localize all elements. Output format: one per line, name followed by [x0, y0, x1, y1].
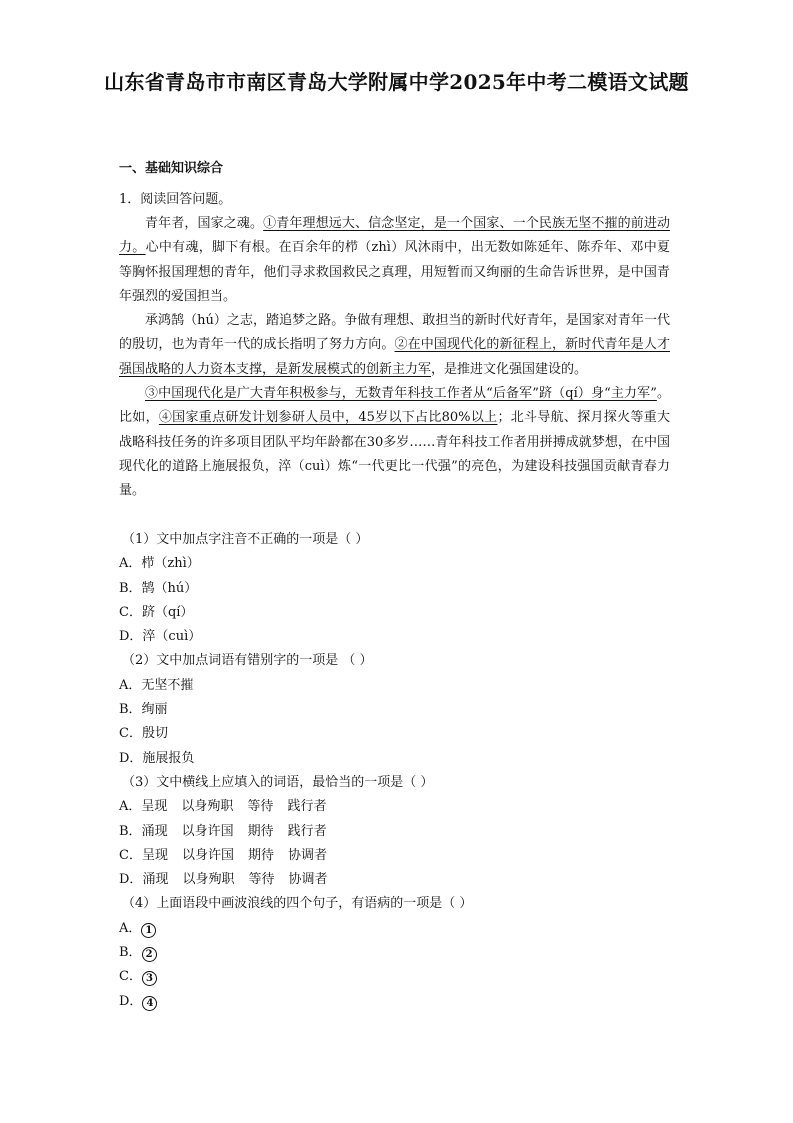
question-2-option-c: C．殷切 — [119, 726, 168, 742]
passage-paragraph-3 — [119, 382, 670, 503]
option-label: C． — [119, 847, 142, 863]
section-heading: 一、基础知识综合 — [119, 161, 224, 176]
option-word: 呈现 — [141, 799, 168, 815]
question-4-option-a — [119, 917, 670, 941]
option-label: C． — [119, 969, 142, 985]
passage-text: ；北斗导航、探月探火等重大战略科技任务的许多项目团队平均年龄都在30多岁……青年科技工作者用拼搏成就梦想，在中国现代化的道路上施展报负，淬（cuì）炼“一代更比一代强”的亮色，为建设科技强国贡献青春力量。 — [119, 410, 670, 499]
option-word: 以身许国 — [181, 847, 234, 863]
wavy-sentence-2: ②在中国现代化的新征程上，新时代青年是人才强国战略的人力资本支撑，是新发展模式的创新主力军 — [119, 337, 670, 377]
option-word: 践行者 — [287, 799, 327, 815]
option-label: D． — [119, 993, 143, 1009]
wavy-sentence-1: ①青年理想远大、信念坚定，是一个国家、一个民族无坚不摧的前进动力。 — [119, 216, 670, 256]
question-1-option-a: A．栉（zhì） — [119, 556, 200, 572]
option-word: 协调者 — [288, 847, 328, 863]
question-2-stem: （2）文中加点词语有错别字的一项是 （ ） — [122, 653, 373, 669]
option-word: 以身许国 — [181, 823, 234, 839]
question-4-option-d — [119, 990, 670, 1014]
passage-paragraph-1 — [119, 212, 670, 309]
question-3-option-d — [119, 868, 670, 892]
option-label: B． — [119, 945, 142, 961]
question-3-option-c — [119, 844, 670, 868]
passage-text: 承鸿鹄（hú）之志，踏追梦之路。争做有理想、敢担当的新时代好青年，是国家对青年一代的殷切，也为青年一代的成长指明了努力方向。 — [119, 313, 670, 353]
question-4-option-b — [119, 941, 670, 965]
option-word: 等待 — [247, 799, 274, 815]
circled-number-icon: 3 — [142, 971, 157, 986]
option-label: A． — [119, 799, 142, 815]
circled-number-icon: 2 — [142, 947, 157, 962]
option-word: 以身殉职 — [182, 872, 235, 888]
passage-text: 心中有魂，脚下有根。在百余年的栉（zhì）风沐雨中，出无数如陈延年、陈乔年、邓中夏等胸怀报国理想的青年，他们寻求救国救民之真理，用短暂而又绚丽的生命告诉世界，是中国青年强烈的爱国担当。 — [119, 240, 670, 304]
passage-paragraph-2 — [119, 309, 670, 382]
option-label: D． — [119, 872, 143, 888]
question-2-option-a: A．无坚不摧 — [119, 677, 194, 693]
option-word: 协调者 — [288, 872, 328, 888]
question-3-option-b — [119, 820, 670, 844]
question-1-option-b: B．鹄（hú） — [119, 580, 198, 596]
question-1-option-d: D．淬（cuì） — [119, 629, 202, 645]
question-4-stem: （4）上面语段中画波浪线的四个句子，有语病的一项是（ ） — [122, 896, 473, 912]
passage-text: 青年者，国家之魂。 — [145, 216, 264, 231]
option-word: 期待 — [247, 823, 274, 839]
passage-text: ，是推进文化强国建设的。 — [431, 361, 588, 377]
option-word: 践行者 — [287, 823, 327, 839]
question-2-option-b: B．绚丽 — [119, 702, 168, 718]
question-intro: 1．阅读回答问题。 — [119, 192, 232, 207]
passage-text: 。比如， — [119, 386, 670, 426]
wavy-sentence-4: ④国家重点研发计划参研人员中，45岁以下占比80%以上 — [158, 410, 498, 426]
question-3-stem: （3）文中横线上应填入的词语，最恰当的一项是（ ） — [122, 774, 434, 790]
document-title: 山东省青岛市市南区青岛大学附属中学2025年中考二模语文试题 — [104, 70, 689, 94]
reading-passage — [119, 212, 670, 504]
question-3-option-a — [119, 795, 670, 819]
option-word: 涌现 — [142, 872, 169, 888]
option-word: 期待 — [247, 847, 274, 863]
option-word: 以身殉职 — [181, 799, 234, 815]
option-label: A． — [119, 920, 142, 936]
option-word: 等待 — [248, 872, 275, 888]
option-label: B． — [119, 823, 142, 839]
circled-number-icon: 4 — [142, 996, 157, 1011]
questions-block — [119, 528, 670, 1014]
wavy-sentence-3: ③中国现代化是广大青年积极参与，无数青年科技工作者从“后备军”跻（qí）身“主力军” — [145, 386, 657, 402]
question-1-stem: （1）文中加点字注音不正确的一项是（ ） — [122, 532, 369, 547]
question-4-option-c — [119, 965, 670, 989]
option-word: 涌现 — [141, 823, 168, 839]
option-word: 呈现 — [141, 847, 168, 863]
circled-number-icon: 1 — [141, 923, 156, 938]
question-2-option-d: D．施展报负 — [119, 750, 195, 766]
question-1-option-c: C．跻（qí） — [119, 604, 194, 620]
